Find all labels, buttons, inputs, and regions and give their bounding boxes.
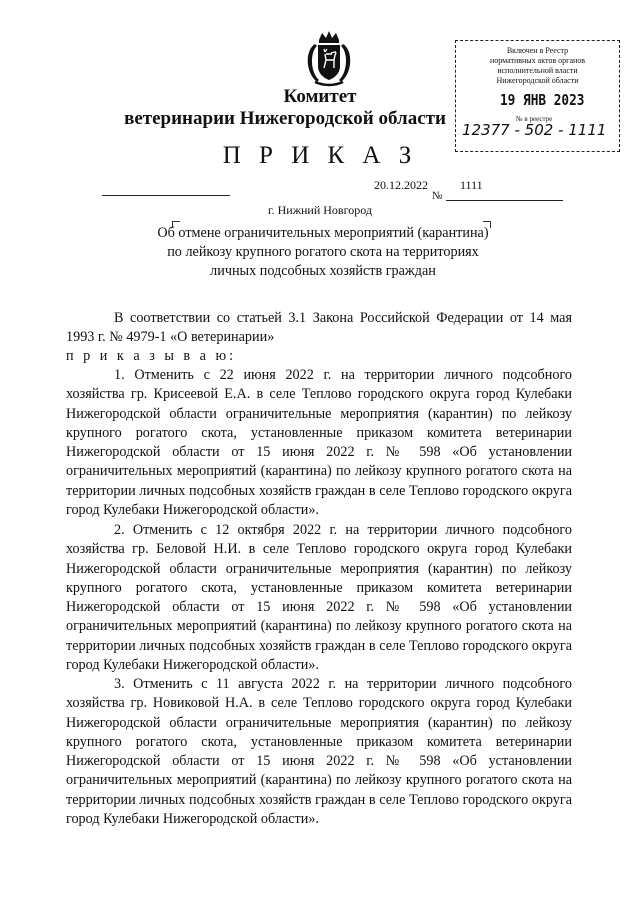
- stamp-line3: исполнительной власти: [497, 66, 578, 75]
- committee-name-line1: Комитет: [283, 86, 357, 107]
- order-item-2: 2. Отменить с 12 октября 2022 г. на территории личного подсобного хозяйства гр. Беловой Н.И. в селе Теплово городского округа город Кулебаки Нижегородской области ограничительные мероприятия (карантин) по лейкозу крупного рогатого скота, установленные приказом комитета ветеринарии Нижегородской области от 15 июня 2022 г. № 598 «Об установлении ограничительных мероприятий (карантина) по лейкозу крупного рогатого скота на территории личных подсобных хозяйств граждан в селе Теплово городского округа город Кулебаки Нижегородской области».: [66, 522, 572, 674]
- number-underline: [446, 200, 563, 201]
- preamble: В соответствии со статьей 3.1 Закона Российской Федерации от 14 мая 1993 г. № 4979-1 «О ветеринарии»: [66, 310, 572, 346]
- blank-line: [102, 195, 230, 196]
- stamp-line2: нормативных актов органов: [489, 56, 586, 65]
- orders-word: п р и к а з ы в а ю:: [66, 348, 237, 364]
- order-item-1: 1. Отменить с 22 июня 2022 г. на территории личного подсобного хозяйства гр. Крисеевой Е.А. в селе Теплово городского округа город Кулебаки Нижегородской области ограничительные мероприятия (карантин) по лейкозу крупного рогатого скота, установленные приказом комитета ветеринарии Нижегородской области от 15 июня 2022 г. № 598 «Об установлении ограничительных мероприятий (карантина) по лейкозу крупного рогатого скота на территории личных подсобных хозяйств граждан в селе Теплово городского округа город Кулебаки Нижегородской области».: [66, 367, 572, 519]
- order-date: 20.12.2022: [374, 178, 428, 192]
- order-number-label: №: [432, 190, 443, 202]
- stamp-date: 19 ЯНВ 2023: [500, 91, 585, 109]
- stamp-line4: Нижегородской области: [496, 76, 579, 85]
- order-subject: Об отмене ограничительных мероприятий (карантина) по лейкозу крупного рогатого скота на территориях личных подсобных хозяйств граждан: [157, 225, 489, 279]
- coat-of-arms-icon: [303, 30, 355, 88]
- order-item-3: 3. Отменить с 11 августа 2022 г. на территории личного подсобного хозяйства гр. Новиковой Н.А. в селе Теплово городского округа город Кулебаки Нижегородской области ограничительные мероприятия (карантин) по лейкозу крупного рогатого скота, установленные приказом комитета ветеринарии Нижегородской области от 15 июня 2022 г. № 598 «Об установлении ограничительных мероприятий (карантина) по лейкозу крупного рогатого скота на территории личных подсобных хозяйств граждан в селе Теплово городского округа город Кулебаки Нижегородской области».: [66, 676, 572, 828]
- document-title: П Р И К А З: [222, 142, 418, 169]
- city: г. Нижний Новгород: [268, 203, 372, 217]
- stamp-line1: Включен в Реестр: [506, 46, 569, 55]
- order-number: 1111: [460, 178, 483, 192]
- stamp-registry-label: № в реестре: [516, 115, 553, 123]
- committee-name-line2: ветеринарии Нижегородской области: [124, 108, 446, 129]
- registry-stamp: [455, 40, 620, 152]
- stamp-registry-number: 12377 - 502 - 1111: [462, 121, 607, 139]
